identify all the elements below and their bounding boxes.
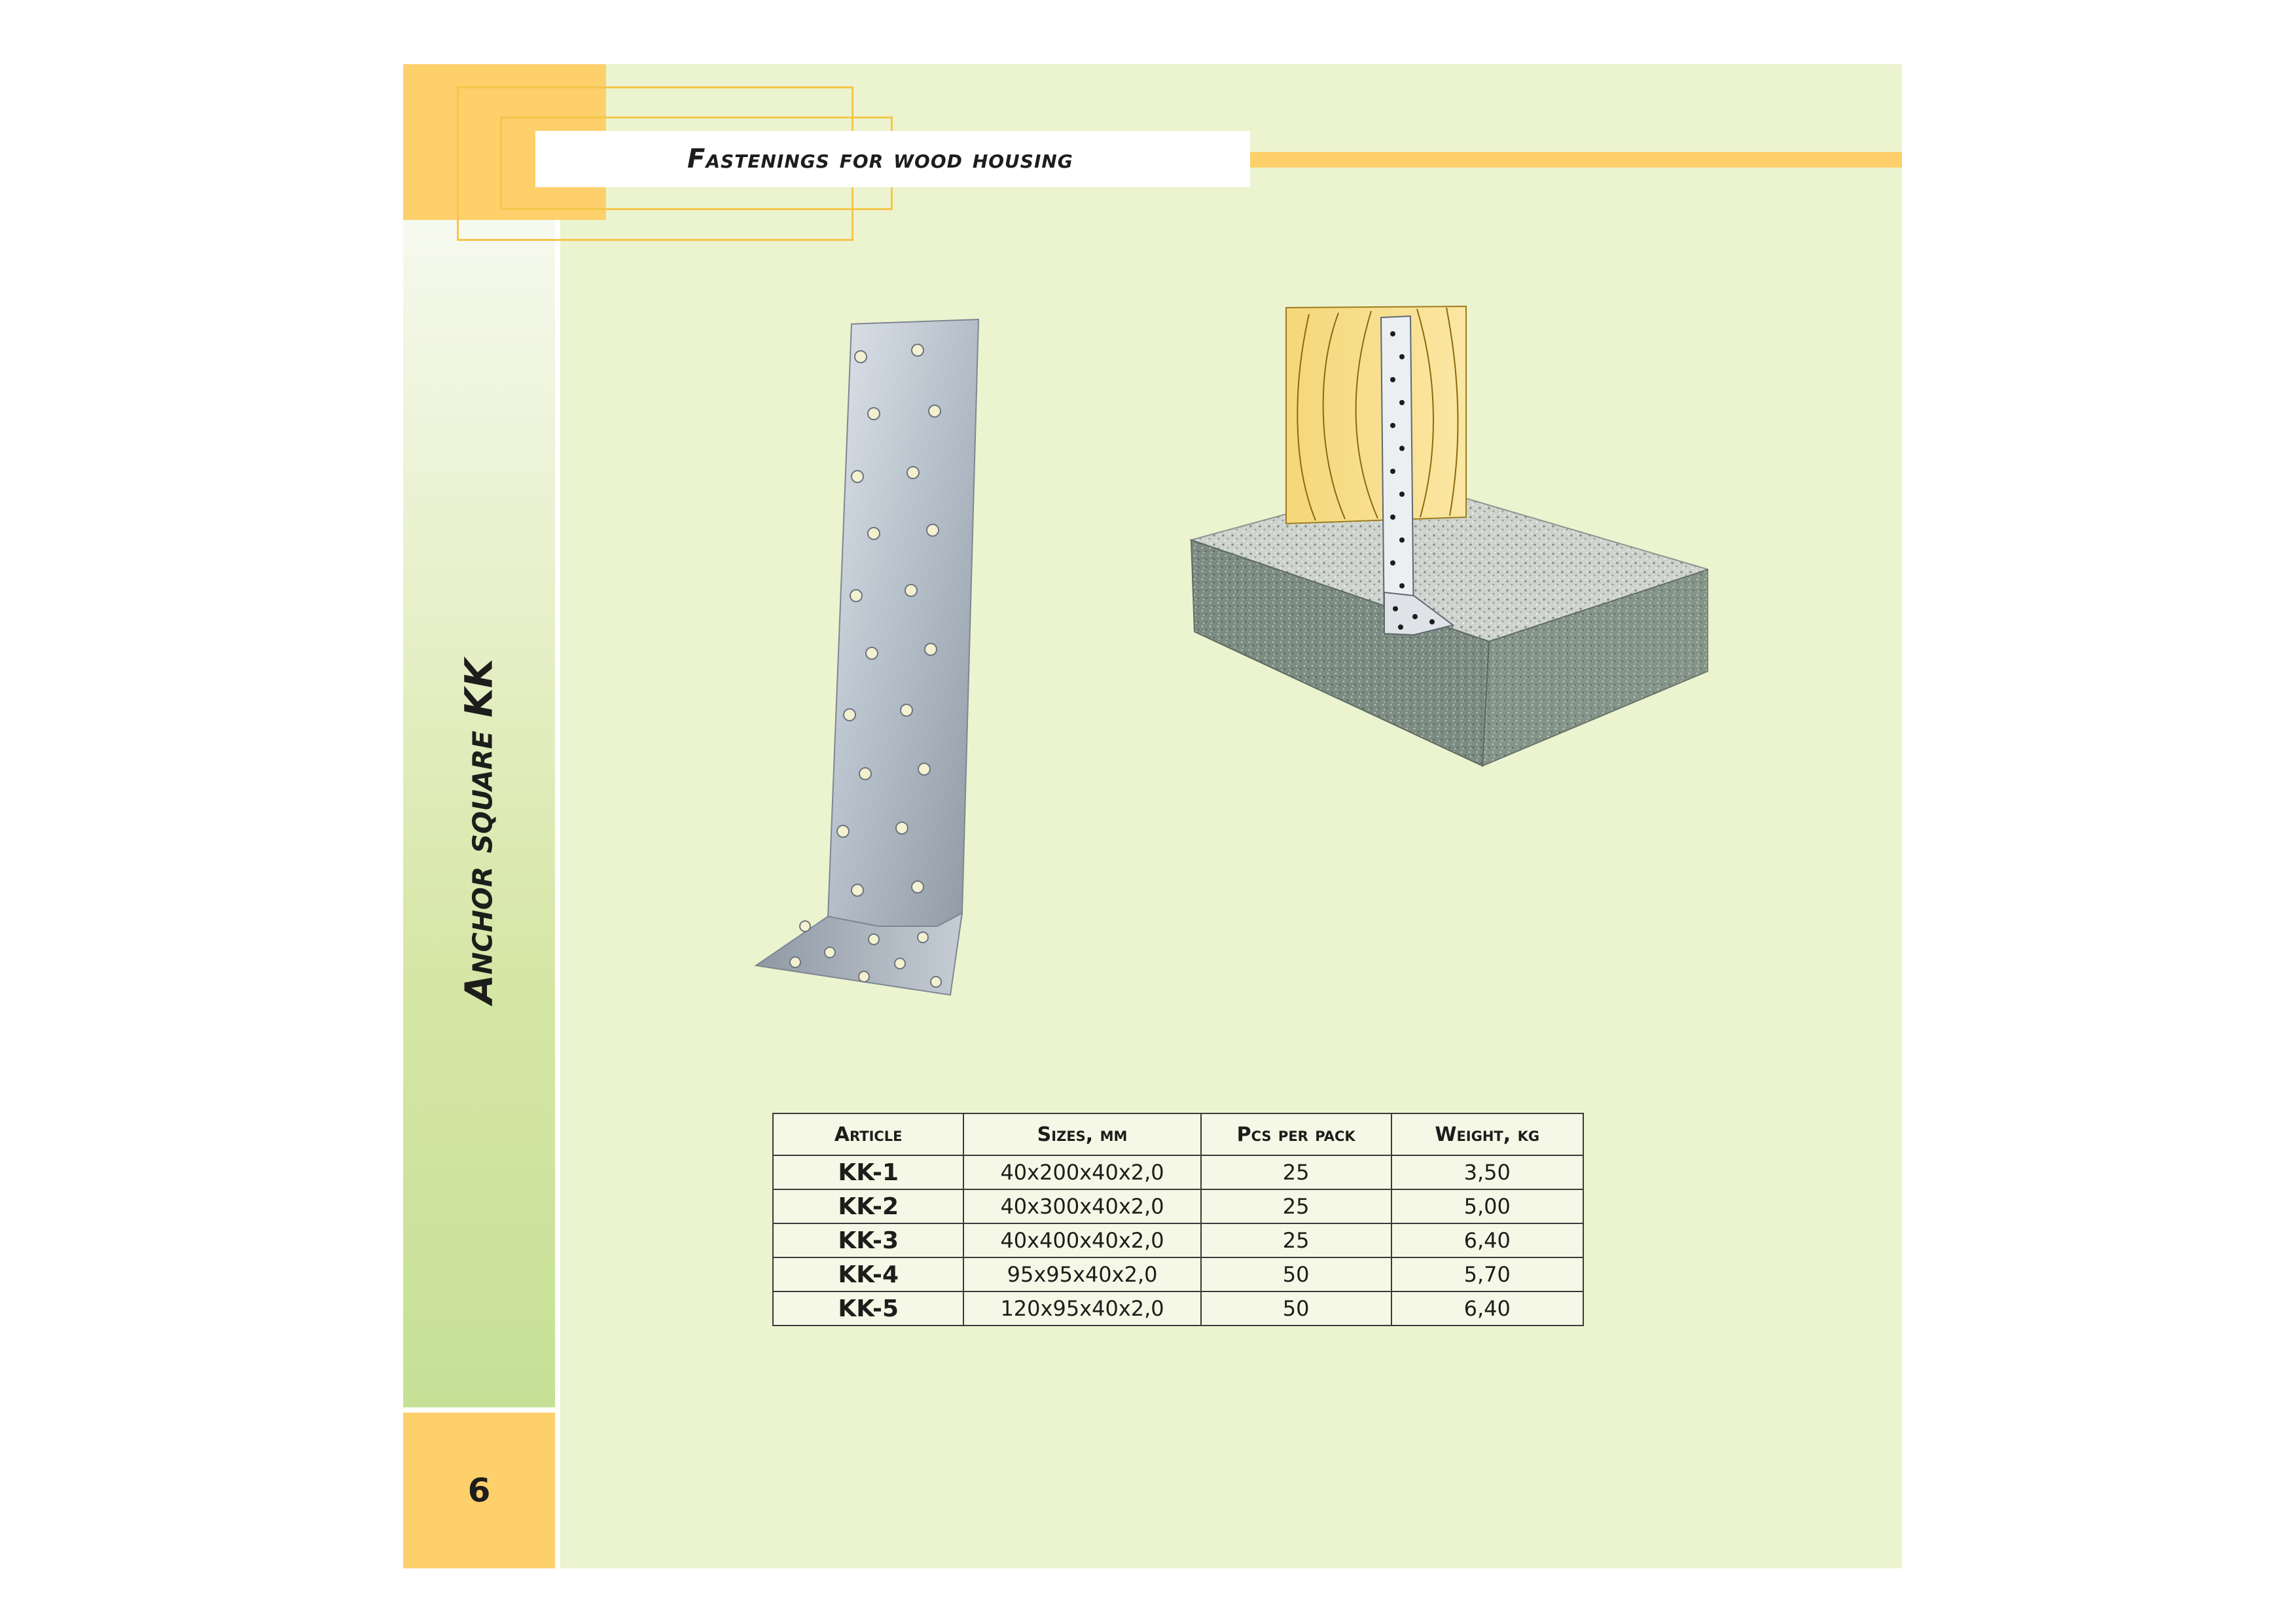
side-divider (555, 220, 560, 1568)
article-cell: KK-1 (773, 1155, 963, 1189)
header-title: Fastenings for wood housing (687, 144, 1073, 174)
section-title: Anchor square KK (457, 659, 502, 1004)
spec-table (772, 1113, 1584, 1326)
weight-cell: 6,40 (1391, 1291, 1584, 1326)
pcs-cell: 25 (1201, 1223, 1391, 1257)
article-cell: KK-4 (773, 1257, 963, 1291)
article-cell: KK-2 (773, 1189, 963, 1223)
pcs-cell: 50 (1201, 1291, 1391, 1326)
weight-cell: 5,00 (1391, 1189, 1584, 1223)
column-header-sizes: Sizes, mm (963, 1113, 1200, 1155)
weight-cell: 6,40 (1391, 1223, 1584, 1257)
anchor-square-bracket-photo (746, 308, 1021, 1008)
pcs-cell: 50 (1201, 1257, 1391, 1291)
column-header-pcs-per-pack: Pcs per pack (1201, 1113, 1391, 1155)
pcs-cell: 25 (1201, 1189, 1391, 1223)
table-header-row (773, 1113, 1583, 1155)
anchor-square-installation-drawing (1185, 295, 1708, 779)
article-cell: KK-5 (773, 1291, 963, 1326)
pcs-cell: 25 (1201, 1155, 1391, 1189)
sizes-cell: 40x200x40x2,0 (963, 1155, 1200, 1189)
article-cell: KK-3 (773, 1223, 963, 1257)
section-title-container (403, 622, 555, 1041)
column-header-article: Article (773, 1113, 963, 1155)
table-row (773, 1291, 1583, 1326)
table-row (773, 1223, 1583, 1257)
column-header-weight: Weight, kg (1391, 1113, 1584, 1155)
sizes-cell: 95x95x40x2,0 (963, 1257, 1200, 1291)
table-row (773, 1189, 1583, 1223)
table-row (773, 1257, 1583, 1291)
sizes-cell: 40x300x40x2,0 (963, 1189, 1200, 1223)
header-title-box (535, 131, 1250, 187)
weight-cell: 5,70 (1391, 1257, 1584, 1291)
sizes-cell: 40x400x40x2,0 (963, 1223, 1200, 1257)
weight-cell: 3,50 (1391, 1155, 1584, 1189)
page-background (403, 64, 1902, 1568)
page-number: 6 (467, 1471, 491, 1509)
table-row (773, 1155, 1583, 1189)
page-number-separator (403, 1407, 555, 1413)
sizes-cell: 120x95x40x2,0 (963, 1291, 1200, 1326)
header-accent-bar (1250, 152, 1902, 168)
